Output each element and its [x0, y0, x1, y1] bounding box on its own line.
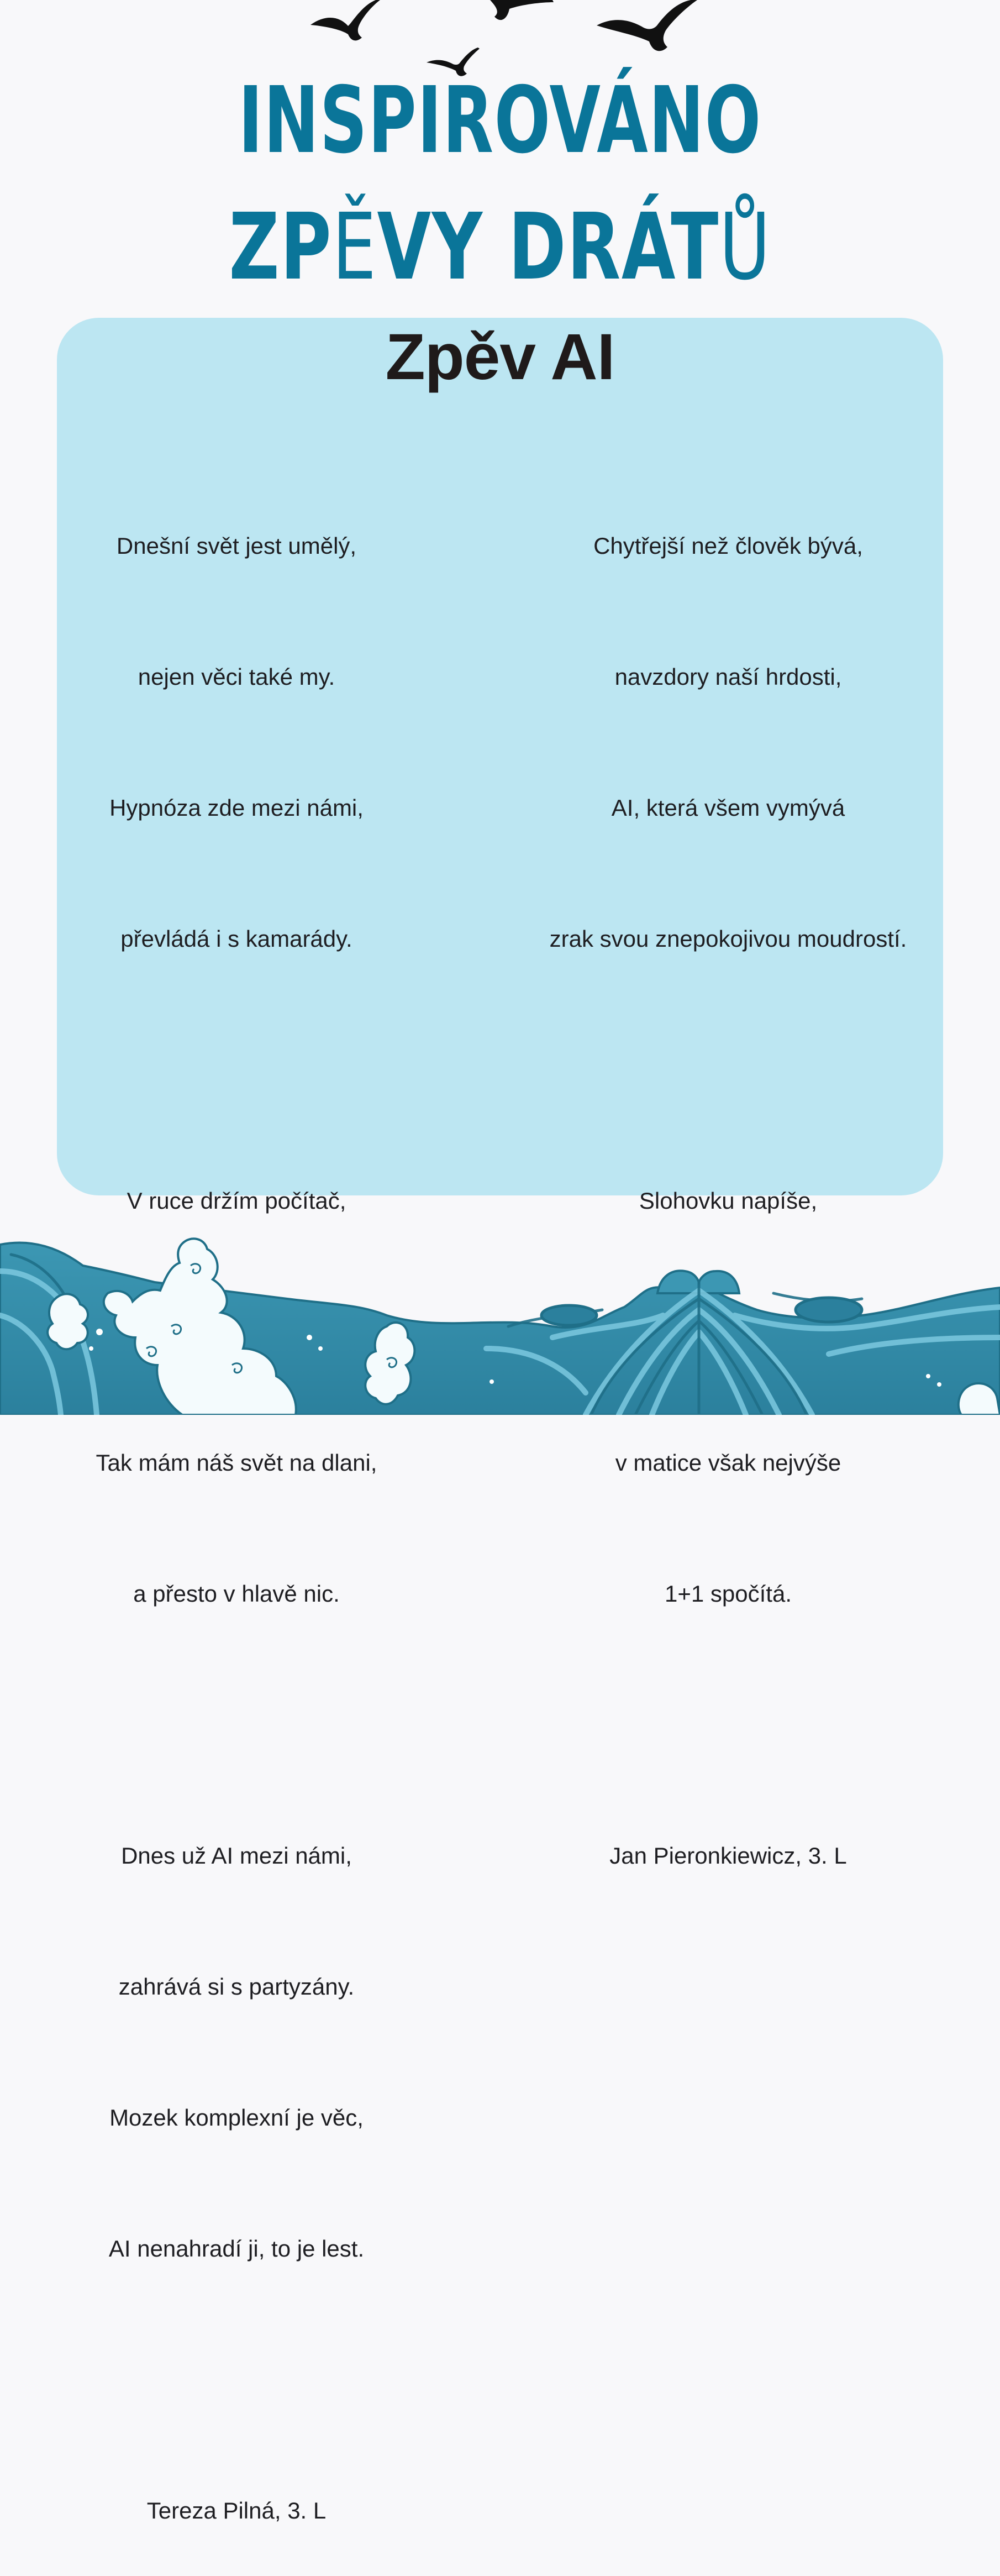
poem-line: Dnešní svět jest umělý, [116, 533, 357, 559]
poem-line: Slohovku napíše, [639, 1188, 818, 1214]
poem-line: Tak mám náš svět na dlani, [96, 1450, 377, 1476]
poem-line: převládá i s kamarády. [120, 926, 352, 952]
poem-line: 1+1 spočítá. [665, 1581, 792, 1607]
title-part: ZP [229, 194, 333, 301]
poem-line-blank [60, 2358, 413, 2401]
poem-line: Hypnóza zde mezi námi, [109, 795, 364, 821]
poem-line: AI, která všem vymývá [611, 795, 845, 821]
ocean-waves-illustration [0, 1232, 1000, 1415]
poem-line-blank [507, 1048, 949, 1092]
poem-author: Tereza Pilná, 3. L [146, 2498, 327, 2523]
title-part-thin: Ů [719, 194, 771, 301]
poem-line: Chytřejší než člověk bývá, [593, 533, 863, 559]
poem-line: v matice však nejvýše [615, 1450, 841, 1476]
title-part-thin: Ě [332, 194, 377, 301]
poem-line: Dnes už AI mezi námi, [121, 1843, 352, 1869]
poem-left-column [60, 437, 413, 2576]
poem-line: navzdory naší hrdosti, [614, 664, 842, 690]
page-title-line1: INSPIROVÁNO [238, 67, 762, 174]
poem-line: zrak svou znepokojivou moudrostí. [549, 926, 907, 952]
poem-line: a přesto v hlavě nic. [133, 1581, 340, 1607]
poem-line: zahrává si s partyzány. [118, 1974, 355, 2000]
poem-title: Zpěv AI [385, 321, 615, 394]
poem-author: Jan Pieronkiewicz, 3. L [609, 1843, 847, 1869]
poem-line: nejen věci také my. [138, 664, 335, 690]
poem-line-blank [60, 1703, 413, 1746]
title-part: VY DRÁT [377, 194, 719, 301]
poem-line: AI nenahradí ji, to je lest. [108, 2236, 365, 2262]
poem-line-blank [60, 1048, 413, 1092]
poem-line-blank [507, 1703, 949, 1746]
poem-line: Mozek komplexní je věc, [109, 2105, 364, 2131]
poem-right-column [507, 437, 949, 1921]
poem-line: V ruce držím počítač, [127, 1188, 346, 1214]
page-title-line2 [120, 194, 880, 301]
